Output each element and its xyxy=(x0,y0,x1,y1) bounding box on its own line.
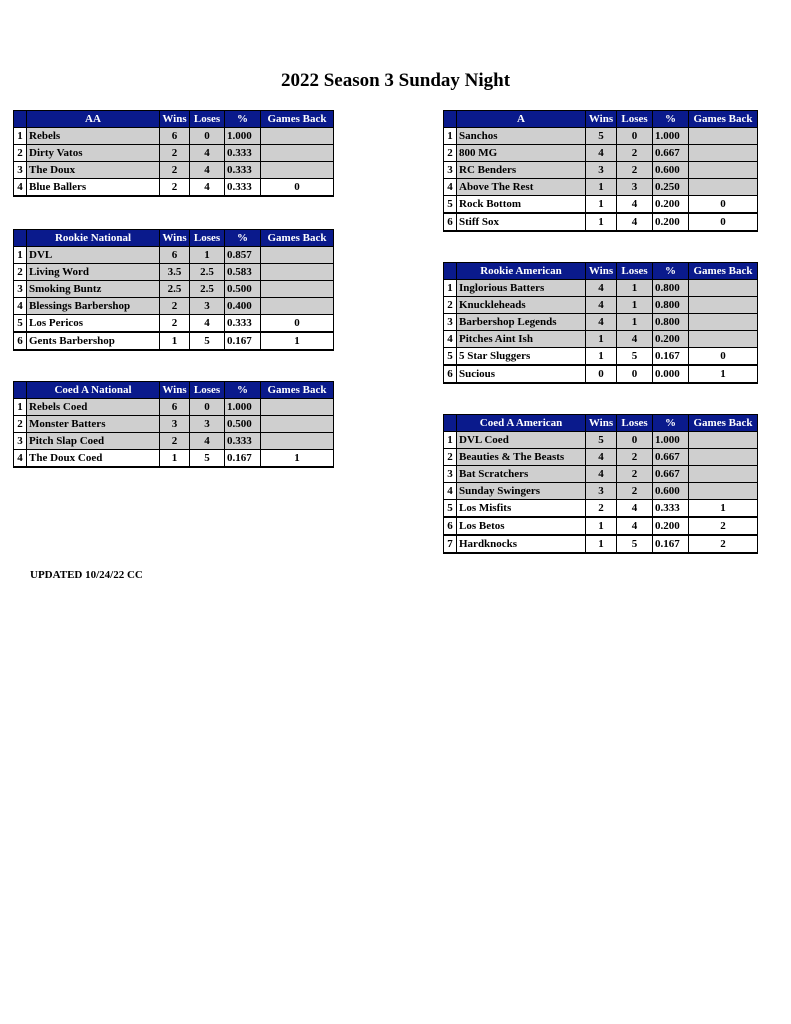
wins-cell: 2 xyxy=(586,500,617,518)
table-row xyxy=(444,213,758,231)
team-name: Blue Ballers xyxy=(27,179,160,197)
rank-cell: 2 xyxy=(444,449,457,466)
pct-cell: 0.500 xyxy=(225,416,261,433)
games-back-header: Games Back xyxy=(261,111,334,128)
games-back-cell xyxy=(261,264,334,281)
team-name: Blessings Barbershop xyxy=(27,298,160,315)
games-back-cell xyxy=(689,449,758,466)
wins-header: Wins xyxy=(160,382,190,399)
wins-cell: 5 xyxy=(586,128,617,145)
header-row xyxy=(444,111,758,128)
loses-cell: 1 xyxy=(617,314,653,331)
team-name: Los Pericos xyxy=(27,315,160,333)
rank-cell: 3 xyxy=(444,314,457,331)
table-row xyxy=(444,535,758,553)
loses-cell: 2.5 xyxy=(190,264,225,281)
wins-cell: 2 xyxy=(160,315,190,333)
standings-table-coed-a-american xyxy=(443,414,758,554)
games-back-cell: 1 xyxy=(689,500,758,518)
loses-cell: 4 xyxy=(617,500,653,518)
loses-cell: 4 xyxy=(617,331,653,348)
table-row xyxy=(444,280,758,297)
rank-cell: 3 xyxy=(444,466,457,483)
wins-cell: 2 xyxy=(160,179,190,197)
rank-cell: 3 xyxy=(444,162,457,179)
wins-cell: 1 xyxy=(586,196,617,214)
rank-header xyxy=(14,230,27,247)
loses-cell: 4 xyxy=(190,433,225,450)
rank-cell: 5 xyxy=(444,196,457,214)
games-back-cell xyxy=(261,162,334,179)
division-name: AA xyxy=(27,111,160,128)
loses-cell: 5 xyxy=(190,450,225,468)
rank-cell: 1 xyxy=(444,280,457,297)
rank-cell: 5 xyxy=(444,348,457,366)
loses-header: Loses xyxy=(190,111,225,128)
header-row xyxy=(14,382,334,399)
table-row xyxy=(444,297,758,314)
table-row xyxy=(444,483,758,500)
table-row xyxy=(444,314,758,331)
wins-cell: 3.5 xyxy=(160,264,190,281)
team-name: DVL Coed xyxy=(457,432,586,449)
wins-cell: 4 xyxy=(586,280,617,297)
table-row xyxy=(14,332,334,350)
games-back-header: Games Back xyxy=(689,415,758,432)
loses-cell: 0 xyxy=(617,432,653,449)
rank-cell: 7 xyxy=(444,535,457,553)
division-name: Rookie National xyxy=(27,230,160,247)
team-name: Beauties & The Beasts xyxy=(457,449,586,466)
pct-cell: 0.583 xyxy=(225,264,261,281)
games-back-cell xyxy=(689,297,758,314)
games-back-cell: 0 xyxy=(689,348,758,366)
pct-cell: 0.167 xyxy=(225,332,261,350)
table-row xyxy=(14,247,334,264)
team-name: Rebels xyxy=(27,128,160,145)
wins-cell: 3 xyxy=(586,162,617,179)
wins-cell: 0 xyxy=(586,365,617,383)
standings-table-coed-a-national xyxy=(13,381,334,468)
pct-cell: 0.200 xyxy=(653,331,689,348)
division-name: A xyxy=(457,111,586,128)
rank-cell: 3 xyxy=(14,162,27,179)
loses-cell: 4 xyxy=(617,517,653,535)
pct-cell: 0.200 xyxy=(653,517,689,535)
rank-header xyxy=(14,111,27,128)
team-name: Rebels Coed xyxy=(27,399,160,416)
division-name: Coed A American xyxy=(457,415,586,432)
pct-cell: 0.667 xyxy=(653,466,689,483)
pct-cell: 0.000 xyxy=(653,365,689,383)
pct-cell: 0.400 xyxy=(225,298,261,315)
games-back-cell xyxy=(689,466,758,483)
pct-cell: 0.800 xyxy=(653,280,689,297)
games-back-cell xyxy=(689,145,758,162)
loses-cell: 0 xyxy=(190,128,225,145)
pct-cell: 0.200 xyxy=(653,213,689,231)
rank-cell: 5 xyxy=(14,315,27,333)
wins-cell: 3 xyxy=(160,416,190,433)
pct-cell: 0.167 xyxy=(653,348,689,366)
pct-cell: 1.000 xyxy=(225,399,261,416)
wins-cell: 2.5 xyxy=(160,281,190,298)
rank-cell: 1 xyxy=(14,247,27,264)
games-back-cell xyxy=(261,399,334,416)
table-row xyxy=(14,281,334,298)
wins-cell: 1 xyxy=(586,331,617,348)
rank-cell: 2 xyxy=(444,145,457,162)
wins-cell: 1 xyxy=(586,213,617,231)
pct-cell: 0.167 xyxy=(653,535,689,553)
rank-cell: 1 xyxy=(444,432,457,449)
loses-cell: 1 xyxy=(617,297,653,314)
games-back-cell xyxy=(689,432,758,449)
loses-header: Loses xyxy=(617,111,653,128)
rank-cell: 6 xyxy=(14,332,27,350)
loses-cell: 4 xyxy=(617,196,653,214)
games-back-cell: 2 xyxy=(689,517,758,535)
rank-cell: 2 xyxy=(14,416,27,433)
pct-cell: 0.500 xyxy=(225,281,261,298)
wins-cell: 4 xyxy=(586,466,617,483)
pct-cell: 1.000 xyxy=(653,128,689,145)
wins-cell: 2 xyxy=(160,298,190,315)
standings-table-rookie-american xyxy=(443,262,758,384)
pct-cell: 0.200 xyxy=(653,196,689,214)
division-name: Coed A National xyxy=(27,382,160,399)
table-row xyxy=(444,500,758,518)
rank-cell: 4 xyxy=(444,179,457,196)
team-name: RC Benders xyxy=(457,162,586,179)
team-name: Dirty Vatos xyxy=(27,145,160,162)
rank-header xyxy=(444,263,457,280)
pct-cell: 0.800 xyxy=(653,297,689,314)
games-back-cell xyxy=(689,314,758,331)
pct-cell: 0.857 xyxy=(225,247,261,264)
rank-cell: 4 xyxy=(444,331,457,348)
loses-cell: 0 xyxy=(190,399,225,416)
wins-cell: 5 xyxy=(586,432,617,449)
team-name: Sunday Swingers xyxy=(457,483,586,500)
pct-cell: 0.333 xyxy=(225,433,261,450)
team-name: Living Word xyxy=(27,264,160,281)
games-back-cell xyxy=(261,128,334,145)
table-row xyxy=(444,348,758,366)
pct-cell: 0.333 xyxy=(225,162,261,179)
team-name: The Doux Coed xyxy=(27,450,160,468)
loses-cell: 4 xyxy=(190,179,225,197)
wins-cell: 1 xyxy=(160,450,190,468)
rank-cell: 4 xyxy=(14,450,27,468)
loses-cell: 2 xyxy=(617,466,653,483)
loses-cell: 3 xyxy=(190,298,225,315)
rank-cell: 6 xyxy=(444,213,457,231)
team-name: Monster Batters xyxy=(27,416,160,433)
games-back-cell xyxy=(689,162,758,179)
table-row xyxy=(444,365,758,383)
header-row xyxy=(444,415,758,432)
team-name: Above The Rest xyxy=(457,179,586,196)
games-back-cell xyxy=(689,128,758,145)
wins-cell: 4 xyxy=(586,449,617,466)
loses-cell: 4 xyxy=(617,213,653,231)
loses-cell: 1 xyxy=(190,247,225,264)
team-name: Smoking Buntz xyxy=(27,281,160,298)
table-row xyxy=(14,416,334,433)
games-back-header: Games Back xyxy=(261,230,334,247)
header-row xyxy=(444,263,758,280)
wins-cell: 1 xyxy=(586,517,617,535)
rank-cell: 1 xyxy=(14,128,27,145)
games-back-cell xyxy=(261,145,334,162)
wins-cell: 1 xyxy=(586,348,617,366)
games-back-cell: 0 xyxy=(689,196,758,214)
loses-header: Loses xyxy=(617,263,653,280)
pct-cell: 0.667 xyxy=(653,145,689,162)
table-row xyxy=(14,145,334,162)
loses-cell: 4 xyxy=(190,162,225,179)
games-back-header: Games Back xyxy=(689,111,758,128)
team-name: Sanchos xyxy=(457,128,586,145)
wins-header: Wins xyxy=(586,415,617,432)
games-back-cell xyxy=(261,247,334,264)
header-row xyxy=(14,111,334,128)
loses-header: Loses xyxy=(190,230,225,247)
rank-cell: 5 xyxy=(444,500,457,518)
team-name: Los Betos xyxy=(457,517,586,535)
games-back-header: Games Back xyxy=(689,263,758,280)
standings-table-aa xyxy=(13,110,334,197)
table-row xyxy=(444,331,758,348)
team-name: Hardknocks xyxy=(457,535,586,553)
rank-header xyxy=(444,415,457,432)
team-name: Sucious xyxy=(457,365,586,383)
team-name: Rock Bottom xyxy=(457,196,586,214)
table-row xyxy=(14,179,334,197)
pct-cell: 0.333 xyxy=(225,145,261,162)
table-row xyxy=(444,162,758,179)
wins-header: Wins xyxy=(586,111,617,128)
table-row xyxy=(444,179,758,196)
team-name: 5 Star Sluggers xyxy=(457,348,586,366)
loses-cell: 3 xyxy=(617,179,653,196)
rank-cell: 1 xyxy=(14,399,27,416)
rank-cell: 4 xyxy=(14,298,27,315)
pct-header: % xyxy=(653,263,689,280)
rank-cell: 6 xyxy=(444,365,457,383)
pct-cell: 0.250 xyxy=(653,179,689,196)
wins-cell: 6 xyxy=(160,399,190,416)
loses-cell: 2.5 xyxy=(190,281,225,298)
pct-cell: 0.333 xyxy=(225,315,261,333)
games-back-cell: 0 xyxy=(689,213,758,231)
loses-cell: 5 xyxy=(617,535,653,553)
wins-header: Wins xyxy=(160,230,190,247)
games-back-cell: 1 xyxy=(261,332,334,350)
games-back-cell: 0 xyxy=(261,315,334,333)
loses-cell: 5 xyxy=(617,348,653,366)
team-name: Los Misfits xyxy=(457,500,586,518)
header-row xyxy=(14,230,334,247)
rank-cell: 2 xyxy=(444,297,457,314)
pct-cell: 0.167 xyxy=(225,450,261,468)
pct-cell: 0.800 xyxy=(653,314,689,331)
pct-cell: 0.600 xyxy=(653,483,689,500)
rank-cell: 6 xyxy=(444,517,457,535)
team-name: Stiff Sox xyxy=(457,213,586,231)
rank-cell: 3 xyxy=(14,281,27,298)
games-back-cell: 1 xyxy=(689,365,758,383)
loses-cell: 5 xyxy=(190,332,225,350)
loses-header: Loses xyxy=(617,415,653,432)
games-back-cell xyxy=(689,280,758,297)
games-back-cell xyxy=(261,298,334,315)
games-back-cell xyxy=(689,483,758,500)
rank-header xyxy=(444,111,457,128)
wins-cell: 1 xyxy=(160,332,190,350)
wins-cell: 3 xyxy=(586,483,617,500)
rank-cell: 4 xyxy=(444,483,457,500)
table-row xyxy=(444,432,758,449)
table-row xyxy=(14,298,334,315)
team-name: Pitches Aint Ish xyxy=(457,331,586,348)
wins-cell: 6 xyxy=(160,247,190,264)
table-row xyxy=(14,450,334,468)
standings-table-rookie-national xyxy=(13,229,334,351)
wins-header: Wins xyxy=(586,263,617,280)
team-name: DVL xyxy=(27,247,160,264)
loses-cell: 4 xyxy=(190,315,225,333)
wins-cell: 4 xyxy=(586,314,617,331)
games-back-cell xyxy=(689,179,758,196)
page-title: 2022 Season 3 Sunday Night xyxy=(280,70,511,91)
pct-cell: 0.667 xyxy=(653,449,689,466)
table-row xyxy=(444,196,758,214)
pct-cell: 0.600 xyxy=(653,162,689,179)
team-name: Gents Barbershop xyxy=(27,332,160,350)
pct-cell: 0.333 xyxy=(225,179,261,197)
wins-cell: 2 xyxy=(160,433,190,450)
table-row xyxy=(14,399,334,416)
pct-cell: 1.000 xyxy=(653,432,689,449)
team-name: Bat Scratchers xyxy=(457,466,586,483)
loses-cell: 0 xyxy=(617,365,653,383)
games-back-cell xyxy=(261,281,334,298)
table-row xyxy=(444,449,758,466)
team-name: Knuckleheads xyxy=(457,297,586,314)
loses-cell: 2 xyxy=(617,162,653,179)
loses-cell: 2 xyxy=(617,145,653,162)
team-name: The Doux xyxy=(27,162,160,179)
pct-header: % xyxy=(225,230,261,247)
loses-cell: 2 xyxy=(617,483,653,500)
rank-cell: 2 xyxy=(14,145,27,162)
wins-cell: 2 xyxy=(160,145,190,162)
games-back-cell xyxy=(689,331,758,348)
table-row xyxy=(14,315,334,333)
games-back-cell xyxy=(261,416,334,433)
rank-cell: 2 xyxy=(14,264,27,281)
wins-cell: 4 xyxy=(586,145,617,162)
loses-cell: 4 xyxy=(190,145,225,162)
table-row xyxy=(14,128,334,145)
pct-header: % xyxy=(653,415,689,432)
table-row xyxy=(14,264,334,281)
team-name: Barbershop Legends xyxy=(457,314,586,331)
loses-cell: 3 xyxy=(190,416,225,433)
wins-header: Wins xyxy=(160,111,190,128)
games-back-cell xyxy=(261,433,334,450)
wins-cell: 1 xyxy=(586,535,617,553)
rank-header xyxy=(14,382,27,399)
table-row xyxy=(444,517,758,535)
table-row xyxy=(14,162,334,179)
loses-header: Loses xyxy=(190,382,225,399)
wins-cell: 2 xyxy=(160,162,190,179)
wins-cell: 1 xyxy=(586,179,617,196)
games-back-cell: 2 xyxy=(689,535,758,553)
games-back-header: Games Back xyxy=(261,382,334,399)
team-name: Pitch Slap Coed xyxy=(27,433,160,450)
pct-header: % xyxy=(225,111,261,128)
standings-table-a xyxy=(443,110,758,232)
games-back-cell: 1 xyxy=(261,450,334,468)
table-row xyxy=(444,128,758,145)
pct-header: % xyxy=(225,382,261,399)
table-row xyxy=(444,466,758,483)
rank-cell: 1 xyxy=(444,128,457,145)
division-name: Rookie American xyxy=(457,263,586,280)
pct-cell: 1.000 xyxy=(225,128,261,145)
pct-header: % xyxy=(653,111,689,128)
pct-cell: 0.333 xyxy=(653,500,689,518)
rank-cell: 4 xyxy=(14,179,27,197)
table-row xyxy=(444,145,758,162)
team-name: 800 MG xyxy=(457,145,586,162)
games-back-cell: 0 xyxy=(261,179,334,197)
wins-cell: 6 xyxy=(160,128,190,145)
team-name: Inglorious Batters xyxy=(457,280,586,297)
loses-cell: 0 xyxy=(617,128,653,145)
rank-cell: 3 xyxy=(14,433,27,450)
loses-cell: 2 xyxy=(617,449,653,466)
updated-note: UPDATED 10/24/22 CC xyxy=(30,569,143,581)
table-row xyxy=(14,433,334,450)
loses-cell: 1 xyxy=(617,280,653,297)
wins-cell: 4 xyxy=(586,297,617,314)
